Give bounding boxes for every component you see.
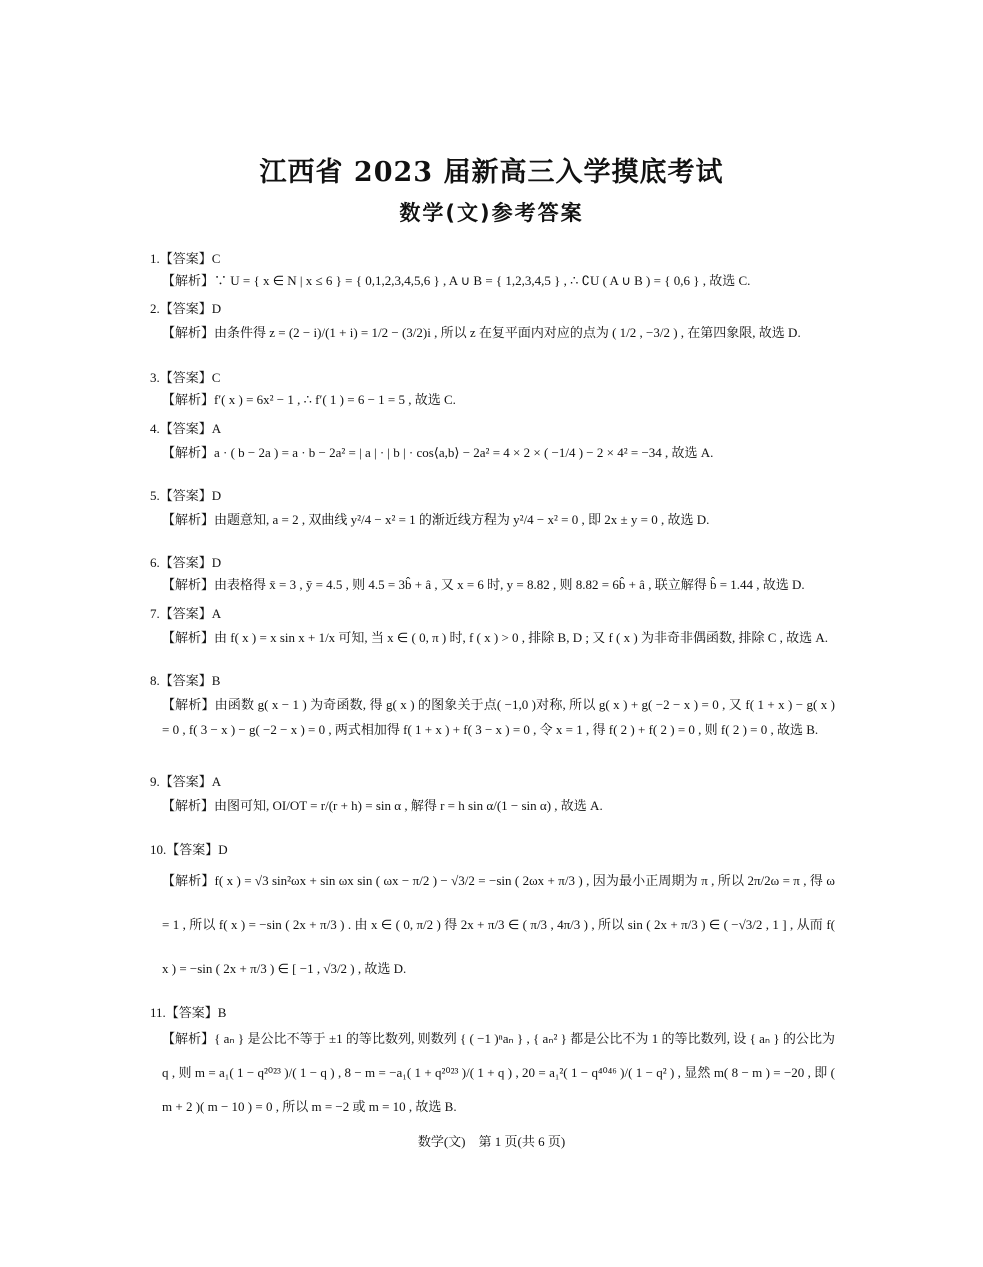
answer-5: 5.【答案】D — [150, 488, 222, 503]
explanation-8: 【解析】由函数 g( x − 1 ) 为奇函数, 得 g( x ) 的图象关于点( −1,0 )对称, 所以 g( x ) + g( −2 − x ) = 0 , 又 f( 1 + x ) − g( x ) = 0 , f( 3 − x ) − g( −2 − x ) = 0 , 两式相加得 f( 1 + x ) + f( 3 − x ) = 0 , 令 x = 1 , 得 f( 2 ) + f( 2 ) = 0 , 则 f( 2 ) = 0 , 故选 B. — [162, 697, 835, 737]
question-7 — [150, 605, 835, 651]
page-title: 江西省 2023 届新高三入学摸底考试 — [259, 157, 724, 188]
answer-3: 3.【答案】C — [150, 370, 221, 385]
explanation-5: 【解析】由题意知, a = 2 , 双曲线 y²/4 − x² = 1 的渐近线方程为 y²/4 − x² = 0 , 即 2x ± y = 0 , 故选 D. — [162, 512, 710, 527]
explanation-1: 【解析】∵ U = { x ∈ N | x ≤ 6 } = { 0,1,2,3,4,5,6 } , A ∪ B = { 1,2,3,4,5 } , ∴ ∁U ( A ∪ B ) = { 0,6 } , 故选 C. — [162, 273, 751, 288]
answer-4: 4.【答案】A — [150, 421, 222, 436]
answer-10: 10.【答案】D — [150, 842, 228, 857]
explanation-6: 【解析】由表格得 x̄ = 3 , ȳ = 4.5 , 则 4.5 = 3b̂ + â , 又 x = 6 时, y = 8.82 , 则 8.82 = 6b̂ + â , 联立解得 b̂ = 1.44 , 故选 D. — [162, 577, 805, 592]
explanation-9: 【解析】由图可知, OI/OT = r/(r + h) = sin α , 解得 r = h sin α/(1 − sin α) , 故选 A. — [162, 798, 603, 813]
explanation-11: 【解析】{ aₙ } 是公比不等于 ±1 的等比数列, 则数列 { ( −1 )ⁿaₙ } , { aₙ² } 都是公比不为 1 的等比数列, 设 { aₙ } 的公比为 q , 则 m = a₁( 1 − q²⁰²³ )/( 1 − q ) , 8 − m = −a₁( 1 + q²⁰²³ )/( 1 + q ) , 20 = a₁²( 1 − q⁴⁰⁴⁶ )/( 1 − q² ) , 显然 m( 8 − m ) = −20 , 即 ( m + 2 )( m − 10 ) = 0 , 所以 m = −2 或 m = 10 , 故选 B. — [162, 1031, 835, 1114]
question-10 — [150, 841, 835, 991]
page-subtitle: 数学(文)参考答案 — [399, 201, 584, 225]
question-2 — [150, 300, 835, 346]
question-4 — [150, 420, 835, 466]
question-6 — [150, 554, 835, 594]
explanation-7: 【解析】由 f( x ) = x sin x + 1/x 可知, 当 x ∈ ( 0, π ) 时, f ( x ) > 0 , 排除 B, D ; 又 f ( x ) 为非奇非偶函数, 排除 C , 故选 A. — [162, 630, 829, 645]
question-5 — [150, 487, 835, 533]
answer-8: 8.【答案】B — [150, 673, 221, 688]
question-9 — [150, 773, 835, 819]
answer-2: 2.【答案】D — [150, 301, 222, 316]
explanation-3: 【解析】f′( x ) = 6x² − 1 , ∴ f′( 1 ) = 6 − 1 = 5 , 故选 C. — [162, 392, 456, 407]
question-1 — [150, 250, 835, 290]
explanation-2: 【解析】由条件得 z = (2 − i)/(1 + i) = 1/2 − (3/2)i , 所以 z 在复平面内对应的点为 ( 1/2 , −3/2 ) , 在第四象限, 故选 D. — [162, 325, 801, 340]
question-3 — [150, 369, 835, 409]
answer-7: 7.【答案】A — [150, 606, 222, 621]
question-11 — [150, 1004, 835, 1124]
explanation-4: 【解析】a · ( b − 2a ) = a · b − 2a² = | a | · | b | · cos⟨a,b⟩ − 2a² = 4 × 2 × ( −1/4 ) − 2 × 4² = −34 , 故选 A. — [162, 445, 714, 460]
answer-1: 1.【答案】C — [150, 251, 221, 266]
page-footer: 数学(文) 第 1 页(共 6 页) — [417, 1134, 566, 1149]
answer-6: 6.【答案】D — [150, 555, 222, 570]
explanation-10: 【解析】f( x ) = √3 sin²ωx + sin ωx sin ( ωx − π/2 ) − √3/2 = −sin ( 2ωx + π/3 ) , 因为最小正周期为 π , 所以 2π/2ω = π , 得 ω = 1 , 所以 f( x ) = −sin ( 2x + π/3 ) . 由 x ∈ ( 0, π/2 ) 得 2x + π/3 ∈ ( π/3 , 4π/3 ) , 所以 sin ( 2x + π/3 ) ∈ ( −√3/2 , 1 ] , 从而 f( x ) = −sin ( 2x + π/3 ) ∈ [ −1 , √3/2 ) , 故选 D. — [162, 873, 835, 976]
question-8 — [150, 672, 835, 742]
answer-11: 11.【答案】B — [150, 1005, 227, 1020]
answer-9: 9.【答案】A — [150, 774, 222, 789]
